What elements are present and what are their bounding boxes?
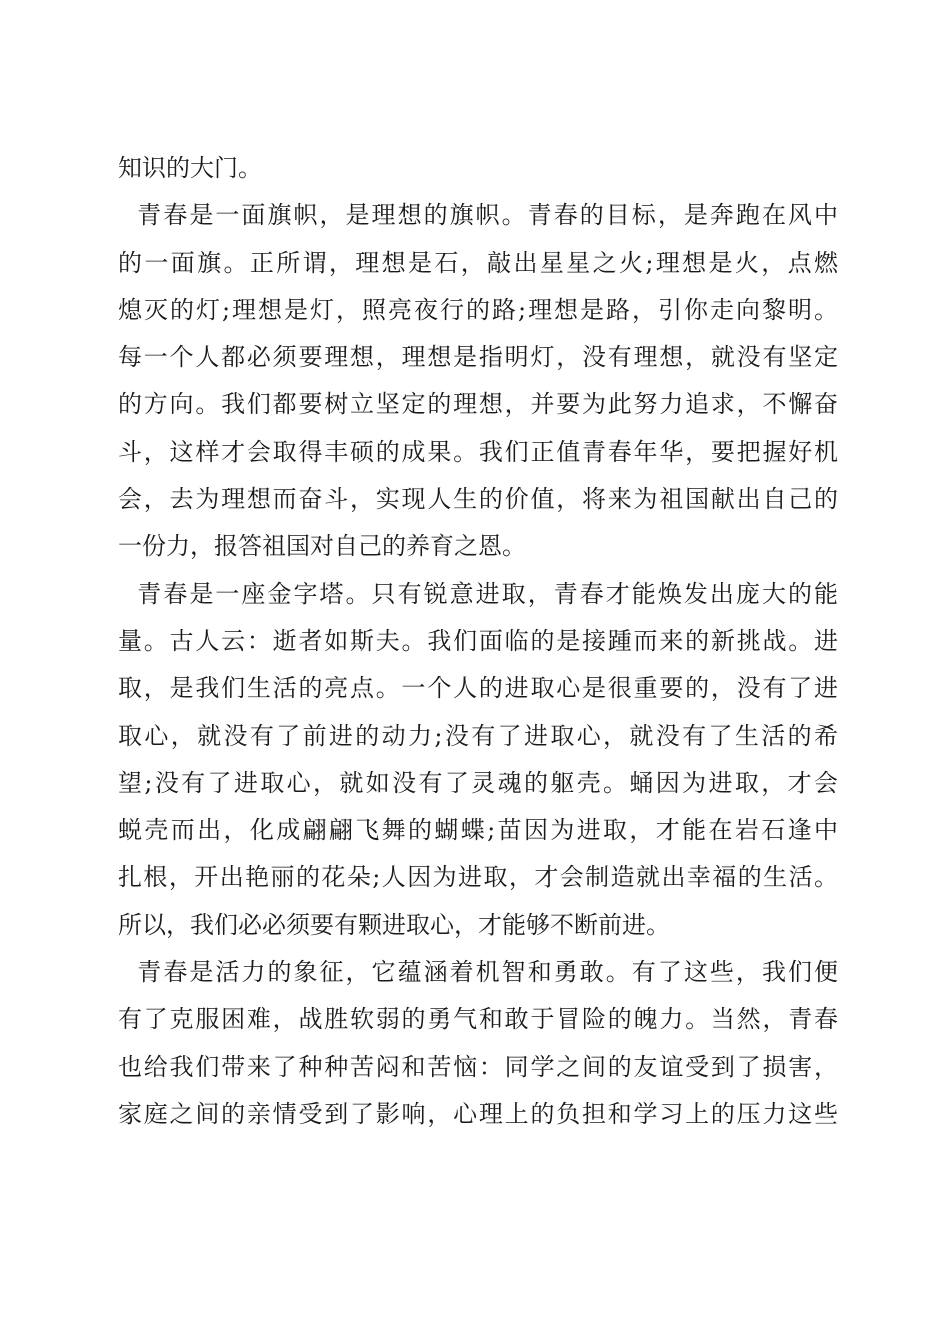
text-line: 青春是一座金字塔。只有锐意进取，青春才能焕发出庞大的能 [118,579,838,608]
text-line: 也给我们带来了种种苦闷和苦恼：同学之间的友谊受到了损害， [118,1052,838,1081]
text-line: 斗，这样才会取得丰硕的成果。我们正值青春年华，要把握好机 [118,437,838,466]
text-line: 有了克服困难，战胜软弱的勇气和敢于冒险的魄力。当然，青春 [118,1005,838,1034]
text-line: 量。古人云：逝者如斯夫。我们面临的是接踵而来的新挑战。进 [118,626,838,655]
text-line: 蜕壳而出，化成翩翩飞舞的蝴蝶;苗因为进取，才能在岩石逢中 [118,816,838,845]
text-line: 知识的大门。 [118,154,262,182]
text-line: 所以，我们必必须要有颗进取心，才能够不断前进。 [118,910,670,939]
text-line: 一份力，报答祖国对自己的养育之恩。 [118,532,526,561]
text-line: 青春是活力的象征，它蕴涵着机智和勇敢。有了这些，我们便 [118,958,838,987]
text-line: 青春是一面旗帜，是理想的旗帜。青春的目标，是奔跑在风中 [118,201,838,230]
text-line: 的方向。我们都要树立坚定的理想，并要为此努力追求，不懈奋 [118,390,838,419]
body-text [118,145,838,1138]
text-line: 每一个人都必须要理想，理想是指明灯，没有理想，就没有坚定 [118,343,838,372]
text-line: 会，去为理想而奋斗，实现人生的价值，将来为祖国献出自己的 [118,485,838,514]
text-line: 取心，就没有了前进的动力;没有了进取心，就没有了生活的希 [118,721,838,750]
text-line: 取，是我们生活的亮点。一个人的进取心是很重要的，没有了进 [118,674,838,703]
text-line: 望;没有了进取心，就如没有了灵魂的躯壳。蛹因为进取，才会 [118,768,838,797]
text-line: 熄灭的灯;理想是灯，照亮夜行的路;理想是路，引你走向黎明。 [118,295,838,324]
text-line: 扎根，开出艳丽的花朵;人因为进取，才会制造就出幸福的生活。 [118,863,838,892]
text-line: 的一面旗。正所谓，理想是石，敲出星星之火;理想是火，点燃 [118,248,838,277]
text-line: 家庭之间的亲情受到了影响，心理上的负担和学习上的压力这些 [118,1099,838,1128]
